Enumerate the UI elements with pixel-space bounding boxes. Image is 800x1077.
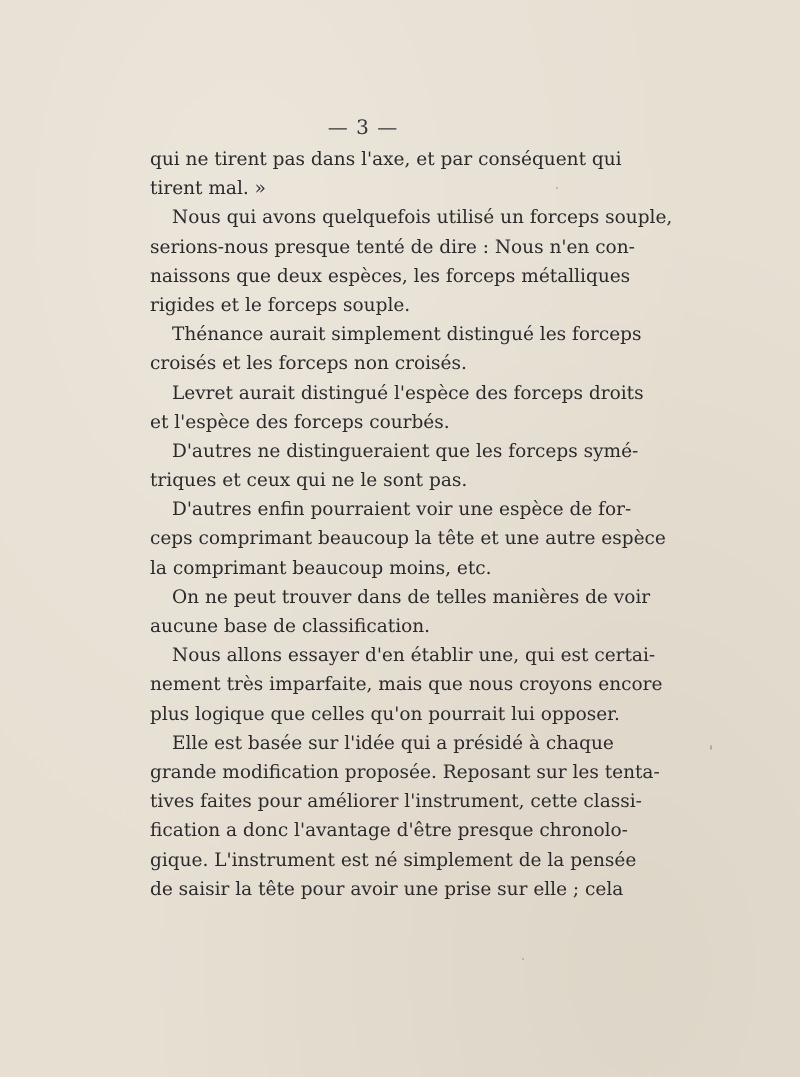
paper-speck xyxy=(310,628,312,630)
text-line: serions-nous presque tenté de dire : Nous n'en con- xyxy=(150,236,635,258)
text-line: D'autres ne distingueraient que les forceps symé- xyxy=(172,440,639,462)
text-line: de saisir la tête pour avoir une prise sur elle ; cela xyxy=(150,878,624,900)
text-line: triques et ceux qui ne le sont pas. xyxy=(150,470,468,492)
text-line: Levret aurait distingué l'espèce des forceps droits xyxy=(172,382,644,404)
text-line: naissons que deux espèces, les forceps métalliques xyxy=(150,265,631,287)
text-line: nement très imparfaite, mais que nous croyons encore xyxy=(150,674,663,696)
text-line: tirent mal. » xyxy=(150,178,266,200)
text-line: rigides et le forceps souple. xyxy=(150,294,411,316)
text-line: D'autres enfin pourraient voir une espèce de for- xyxy=(172,499,632,521)
text-line: gique. L'instrument est né simplement de la pensée xyxy=(150,849,637,871)
text-line: et l'espèce des forceps courbés. xyxy=(150,411,450,433)
text-line: Nous allons essayer d'en établir une, qui est certai- xyxy=(172,645,656,667)
text-line: On ne peut trouver dans de telles manières de voir xyxy=(172,586,651,608)
text-line: fication a donc l'avantage d'être presque chronolo- xyxy=(150,820,628,842)
text-line: aucune base de classification. xyxy=(150,616,431,637)
text-line: croisés et les forceps non croisés. xyxy=(150,353,467,375)
text-line: qui ne tirent pas dans l'axe, et par conséquent qui xyxy=(150,149,622,170)
text-line: plus logique que celles qu'on pourrait lui opposer. xyxy=(150,703,620,725)
paper-speck xyxy=(522,958,524,960)
paper-speck xyxy=(556,187,558,189)
body-text xyxy=(150,145,673,904)
text-line: grande modification proposée. Reposant sur les tenta- xyxy=(150,761,660,783)
text-line: Elle est basée sur l'idée qui a présidé à chaque xyxy=(172,732,614,754)
paper-speck xyxy=(710,745,712,750)
text-line: tives faites pour améliorer l'instrument, cette classi- xyxy=(150,791,642,813)
text-line: Nous qui avons quelquefois utilisé un forceps souple, xyxy=(172,207,673,229)
text-line: la comprimant beaucoup moins, etc. xyxy=(150,557,492,579)
text-line: Thénance aurait simplement distingué les forceps xyxy=(172,324,642,346)
text-line: ceps comprimant beaucoup la tête et une autre espèce xyxy=(150,528,666,550)
page-number: — 3 — xyxy=(327,115,399,139)
